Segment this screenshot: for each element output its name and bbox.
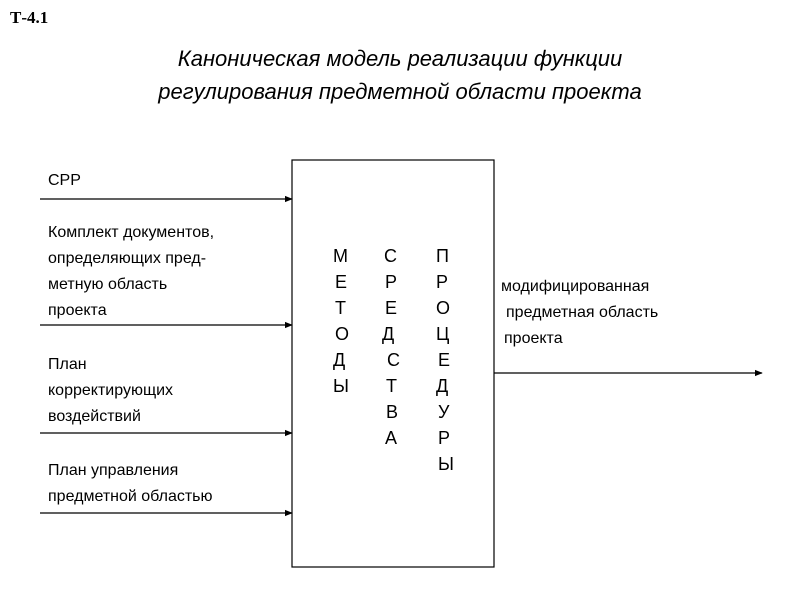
input-label-line: предметной областью [48,488,213,505]
letter: У [438,402,450,422]
letter: Д [333,350,346,370]
input-label-line: План [48,356,87,373]
letter: Р [436,272,449,292]
letter: О [335,324,350,344]
letter: Д [436,376,449,396]
input-label-line: воздействий [48,408,141,425]
output-label-line: предметная область [506,304,659,321]
input-label-line: СРР [48,172,81,189]
output-label [501,274,658,352]
letter: Р [385,272,398,292]
input-label-srr [48,168,81,194]
input-label-line: корректирующих [48,382,174,399]
input-label-line: проекта [48,302,107,319]
letter: Д [382,324,395,344]
output-label-line: модифицированная [501,278,650,295]
letter: П [436,246,449,266]
letter: С [384,246,397,266]
letter: Ц [436,324,450,344]
input-label-line: определяющих пред- [48,250,207,267]
input-label-documents [48,220,214,324]
letter: Е [335,272,348,292]
letter: О [436,298,451,318]
letter: Р [438,428,451,448]
letter: М [333,246,348,266]
letter: Т [386,376,397,396]
output-label-line: проекта [504,330,563,347]
input-label-line: Комплект документов, [48,224,215,241]
input-label-corrective-plan [48,352,173,430]
letter: В [386,402,399,422]
letter: Ы [333,376,349,396]
title-line-1: Каноническая модель реализации функции [177,46,623,71]
letter: С [387,350,400,370]
letter: Ы [438,454,454,474]
input-label-line: метную область [48,276,168,293]
letter: Т [335,298,346,318]
input-label-management-plan [48,458,213,510]
input-label-line: План управления [48,462,179,479]
letter: Е [385,298,398,318]
slide-id: Т-4.1 [10,8,49,27]
title-line-2: регулирования предметной области проекта [158,79,642,104]
letter: Е [438,350,451,370]
letter: А [385,428,398,448]
